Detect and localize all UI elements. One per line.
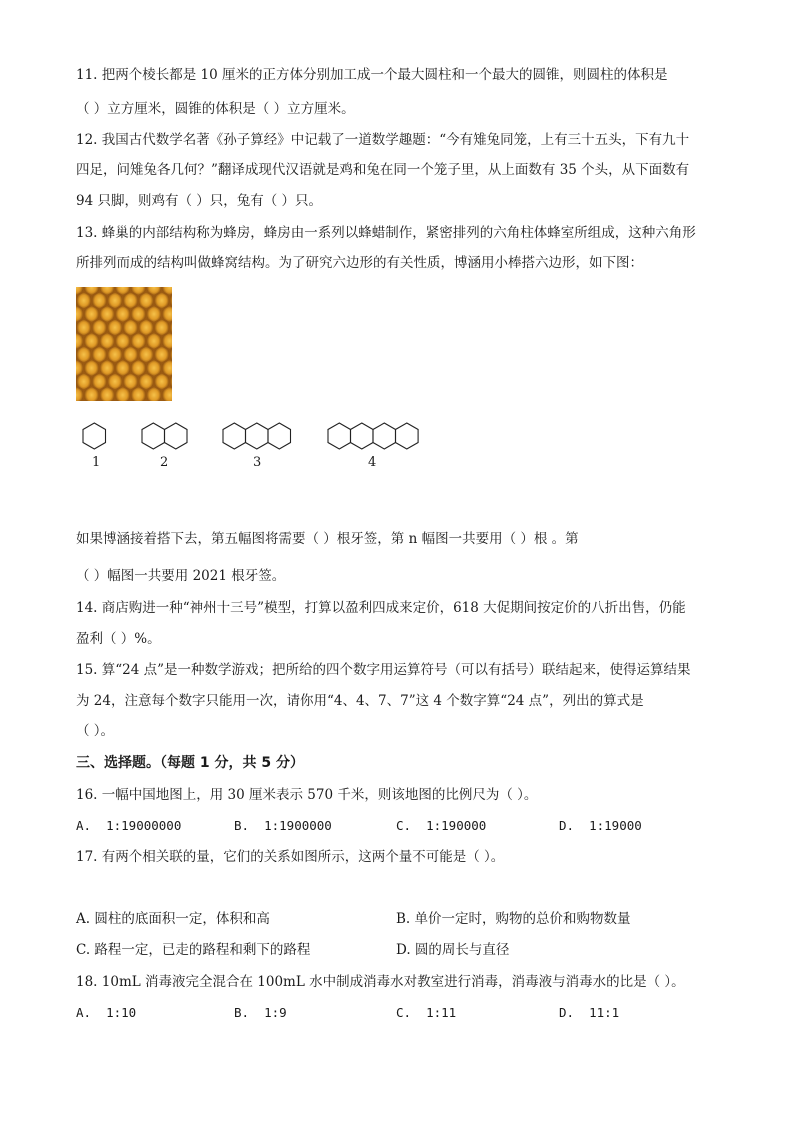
q14-line2: 盈利（ ）%。 [76, 631, 161, 647]
q18-option-a: A. 1:10 [76, 1005, 137, 1020]
hexagon-figure-4-cell [328, 423, 351, 449]
q16-option-a: A. 1:19000000 [76, 818, 182, 833]
q15-line1: 15. 算“24 点”是一种数学游戏；把所给的四个数字用运算符号（可以有括号）联结起来，使得运算结果 [76, 662, 691, 678]
q18-option-d: D. 11:1 [559, 1005, 620, 1020]
hexagon-figure-1-cell [83, 423, 106, 449]
q16-option-d: D. 1:19000 [559, 818, 642, 833]
q13-line1: 13. 蜂巢的内部结构称为蜂房，蜂房由一系列以蜂蜡制作，紧密排列的六角柱体蜂室所组成，这种六角形 [76, 225, 696, 241]
q11-line2: （ ）立方厘米，圆锥的体积是（ ）立方厘米。 [76, 101, 355, 117]
honeycomb-pattern [76, 287, 172, 401]
hexagon-figure-3-cell [246, 423, 269, 449]
q17-stem: 17. 有两个相关联的量，它们的关系如图所示，这两个量不可能是（ ）。 [76, 849, 505, 865]
hexagon-figure-2-cell [165, 423, 188, 449]
hexagon-figure-2-cell [142, 423, 165, 449]
q18-stem: 18. 10mL 消毒液完全混合在 100mL 水中制成消毒水对教室进行消毒，消毒液与消毒水的比是（ ）。 [76, 974, 685, 990]
hexagon-figures [80, 420, 430, 454]
honeycomb-image [76, 287, 172, 401]
section-title-choice: 三、选择题。（每题 1 分，共 5 分） [76, 755, 304, 771]
figure-label-4: 4 [368, 455, 377, 470]
hexagon-figure-3-cell [268, 423, 291, 449]
q18-option-c: C. 1:11 [396, 1005, 457, 1020]
q12-line3: 94 只脚，则鸡有（ ）只，兔有（ ）只。 [76, 193, 323, 209]
figure-label-3: 3 [253, 455, 262, 470]
q12-line1: 12. 我国古代数学名著《孙子算经》中记载了一道数学趣题：“今有雉兔同笼，上有三十五头，下有九十 [76, 132, 690, 148]
figure-label-1: 1 [92, 455, 101, 470]
q12-line2: 四足，问雉兔各几何？”翻译成现代汉语就是鸡和兔在同一个笼子里，从上面数有 35 个头，从下面数有 [76, 162, 690, 178]
q16-stem: 16. 一幅中国地图上，用 30 厘米表示 570 千米，则该地图的比例尺为（ ）。 [76, 787, 538, 803]
q13-line3: 如果博涵接着搭下去，第五幅图将需要（ ）根牙签，第 n 幅图一共要用（ ）根 。第 [76, 531, 579, 547]
q17-option-b: B. 单价一定时，购物的总价和购物数量 [396, 911, 631, 927]
q17-option-c: C. 路程一定，已走的路程和剩下的路程 [76, 942, 311, 958]
q17-option-d: D. 圆的周长与直径 [396, 942, 510, 958]
q13-line4: （ ）幅图一共要用 2021 根牙签。 [76, 568, 286, 584]
q15-line3: （ ）。 [76, 723, 115, 739]
hexagon-figure-4-cell [396, 423, 419, 449]
q18-option-b: B. 1:9 [234, 1005, 287, 1020]
q14-line1: 14. 商店购进一种“神州十三号”模型，打算以盈利四成来定价，618 大促期间按定价的八折出售，仍能 [76, 600, 686, 616]
q16-option-b: B. 1:1900000 [234, 818, 332, 833]
figure-label-2: 2 [160, 455, 169, 470]
q13-line2: 所排列而成的结构叫做蜂窝结构。为了研究六边形的有关性质，博涵用小棒搭六边形，如下图： [76, 255, 643, 271]
hexagon-figure-3-cell [223, 423, 246, 449]
hexagon-figure-4-cell [351, 423, 374, 449]
q11-line1: 11. 把两个棱长都是 10 厘米的正方体分别加工成一个最大圆柱和一个最大的圆锥，则圆柱的体积是 [76, 67, 668, 83]
q15-line2: 为 24，注意每个数字只能用一次，请你用“4、4、7、7”这 4 个数字算“24 点”，列出的算式是 [76, 693, 644, 709]
hexagon-figure-4-cell [373, 423, 396, 449]
q17-option-a: A. 圆柱的底面积一定，体积和高 [76, 911, 270, 927]
q16-option-c: C. 1:190000 [396, 818, 487, 833]
